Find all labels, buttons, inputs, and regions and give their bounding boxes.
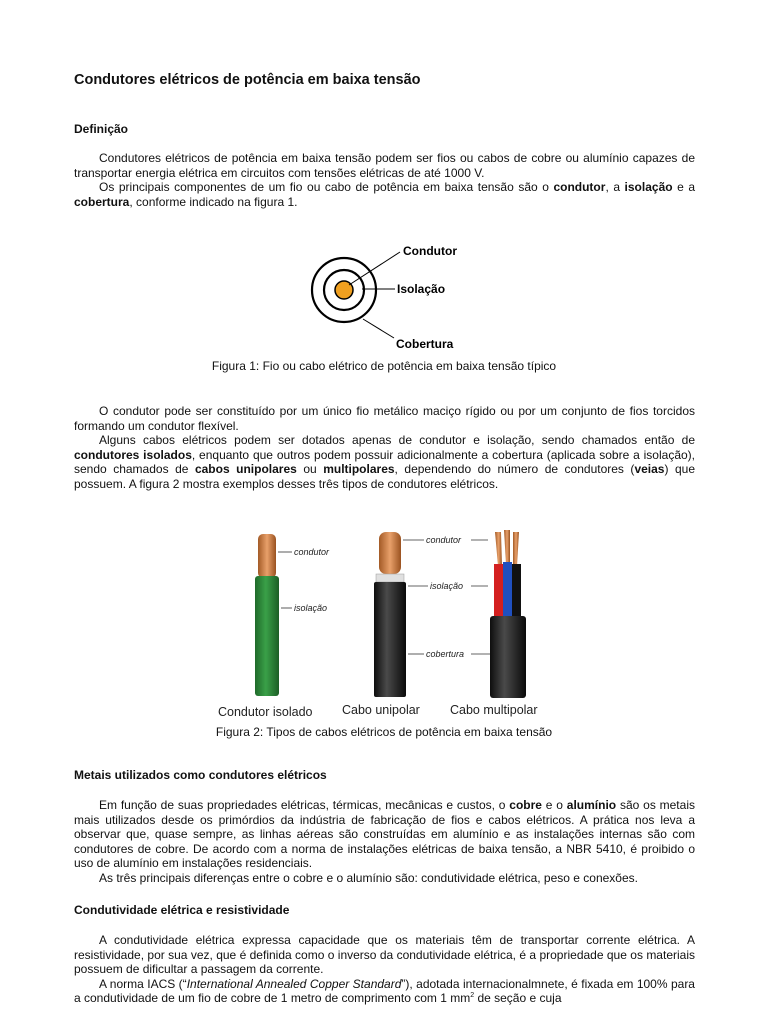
copper-strands <box>495 532 502 566</box>
text-run: Alguns cabos elétricos podem ser dotados apenas de condutor e isolação, sendo chamados então de <box>99 433 695 448</box>
text-run: ) que possuem. A figura 2 mostra exemplos desses três tipos de condutores elétricos. <box>74 462 695 491</box>
caption-cabo-multipolar: Cabo multipolar <box>450 703 538 717</box>
figure-2-cable-types <box>218 524 552 724</box>
condutor-isolado-image <box>255 534 279 696</box>
green-insulation <box>255 576 279 696</box>
leader-line <box>363 319 394 338</box>
label-condutor-2: condutor <box>426 535 462 545</box>
figure-2-caption: Figura 2: Tipos de cabos elétricos de potência em baixa tensão <box>215 725 553 739</box>
metais-paragraph-1 <box>74 798 695 871</box>
label-cobertura: Cobertura <box>396 337 454 351</box>
text-run: e a <box>672 180 696 195</box>
black-cover <box>374 582 406 697</box>
page-title: Condutores elétricos de potência em baixa tensão <box>74 72 421 88</box>
text-run: Os principais componentes de um fio ou cabo de potência em baixa tensão são o <box>99 180 554 195</box>
term-aluminio: alumínio <box>566 798 617 812</box>
metais-heading: Metais utilizados como condutores elétricos <box>74 768 327 782</box>
term-cabos-unipolares: cabos unipolares <box>194 462 297 477</box>
definicao-paragraph-2 <box>74 180 695 209</box>
black-cover <box>490 616 526 698</box>
text-run: A norma IACS (“ <box>99 976 187 991</box>
black-core <box>512 564 521 616</box>
copper-strands <box>379 532 401 574</box>
condutor-paragraph-1: O condutor pode ser constituído por um único fio metálico maciço rígido ou por um conjunto de fios torcidos formando um condutor flexível. <box>74 404 695 433</box>
text-run: , dependendo do número de condutores ( <box>394 462 635 477</box>
copper-strands <box>504 530 510 564</box>
label-cobertura: cobertura <box>426 649 465 659</box>
definicao-paragraphs <box>74 151 695 209</box>
blue-core <box>503 562 512 616</box>
condutor-paragraph-2 <box>74 433 695 491</box>
figure-1-caption: Figura 1: Fio ou cabo elétrico de potência em baixa tensão típico <box>211 359 557 373</box>
term-cobertura: cobertura <box>74 194 130 209</box>
condutor-paragraphs <box>74 404 695 492</box>
condutividade-heading: Condutividade elétrica e resistividade <box>74 903 290 917</box>
term-multipolares: multipolares <box>323 462 395 477</box>
text-run: e o <box>541 798 567 812</box>
term-isolacao: isolação <box>624 180 673 195</box>
text-run: ”), adotada internacionalmnete, é fixada em 100% para a condutividade de um fio de cobre de 1 metro de comprimento com 1 mm <box>74 976 695 1006</box>
text-run: são os metais mais utilizados desde os primórdios da indústria de fabricação de fios e cabos elétricos. A prática nos leva a observar que, quase sempre, as linhas aéreas são construídas em alumínio e as instalações internas são com condutores de cobre. De acordo com a norma de instalações elétricas de baixa tensão, a NBR 5410, é proibido o uso de alumínio em instalações residenciais. <box>74 798 695 871</box>
condutividade-paragraph-2 <box>74 977 695 1006</box>
text-run: Em função de suas propriedades elétricas, térmicas, mecânicas e custos, o <box>99 798 510 812</box>
term-veias: veias <box>634 462 665 477</box>
label-isolacao: Isolação <box>397 282 446 296</box>
text-run: ou <box>296 462 324 477</box>
term-condutores-isolados: condutores isolados <box>74 447 192 462</box>
term-cobre: cobre <box>509 798 542 812</box>
text-run: , conforme indicado na figura 1. <box>129 194 298 209</box>
cabo-unipolar-image <box>374 532 406 697</box>
text-run: de seção e cuja <box>474 991 562 1006</box>
metais-paragraph-2: As três principais diferenças entre o cobre e o alumínio são: condutividade elétrica, peso e conexões. <box>99 870 638 885</box>
definicao-paragraph-1: Condutores elétricos de potência em baixa tensão podem ser fios ou cabos de cobre ou alumínio capazes de transportar energia elétrica em circuitos com tensões elétricas de até 1000 V. <box>74 151 695 180</box>
white-insulation <box>376 574 404 582</box>
caption-cabo-unipolar: Cabo unipolar <box>342 703 420 717</box>
copper-strands <box>513 532 519 566</box>
label-isolacao-2: isolação <box>430 581 464 591</box>
term-iacs: International Annealed Copper Standard <box>186 976 402 991</box>
metais-paragraphs <box>74 798 695 886</box>
text-run: , enquanto que outros podem possuir adicionalmente a cobertura (aplicada sobre a isolação), sendo chamados de <box>74 447 695 477</box>
label-condutor-1: condutor <box>294 547 330 557</box>
condutividade-paragraphs <box>74 933 695 1006</box>
superscript: 2 <box>470 992 475 1000</box>
term-condutor: condutor <box>553 180 606 195</box>
definicao-heading: Definição <box>74 122 129 136</box>
label-isolacao-1: isolação <box>294 603 328 613</box>
red-core <box>494 564 503 616</box>
caption-condutor-isolado: Condutor isolado <box>218 705 313 719</box>
label-condutor: Condutor <box>403 244 457 258</box>
condutividade-paragraph-1: A condutividade elétrica expressa capacidade que os materiais têm de transportar corrente elétrica. A resistividade, por sua vez, que é definida como o inverso da condutividade elétrica, é a propriedade que os materiais possuem de dificultar a passagem da corrente. <box>74 933 695 977</box>
copper-strands <box>258 534 276 578</box>
text-run: , a <box>605 180 625 195</box>
cabo-multipolar-image <box>490 530 526 698</box>
figure-1-cable-cross-section <box>300 236 470 354</box>
